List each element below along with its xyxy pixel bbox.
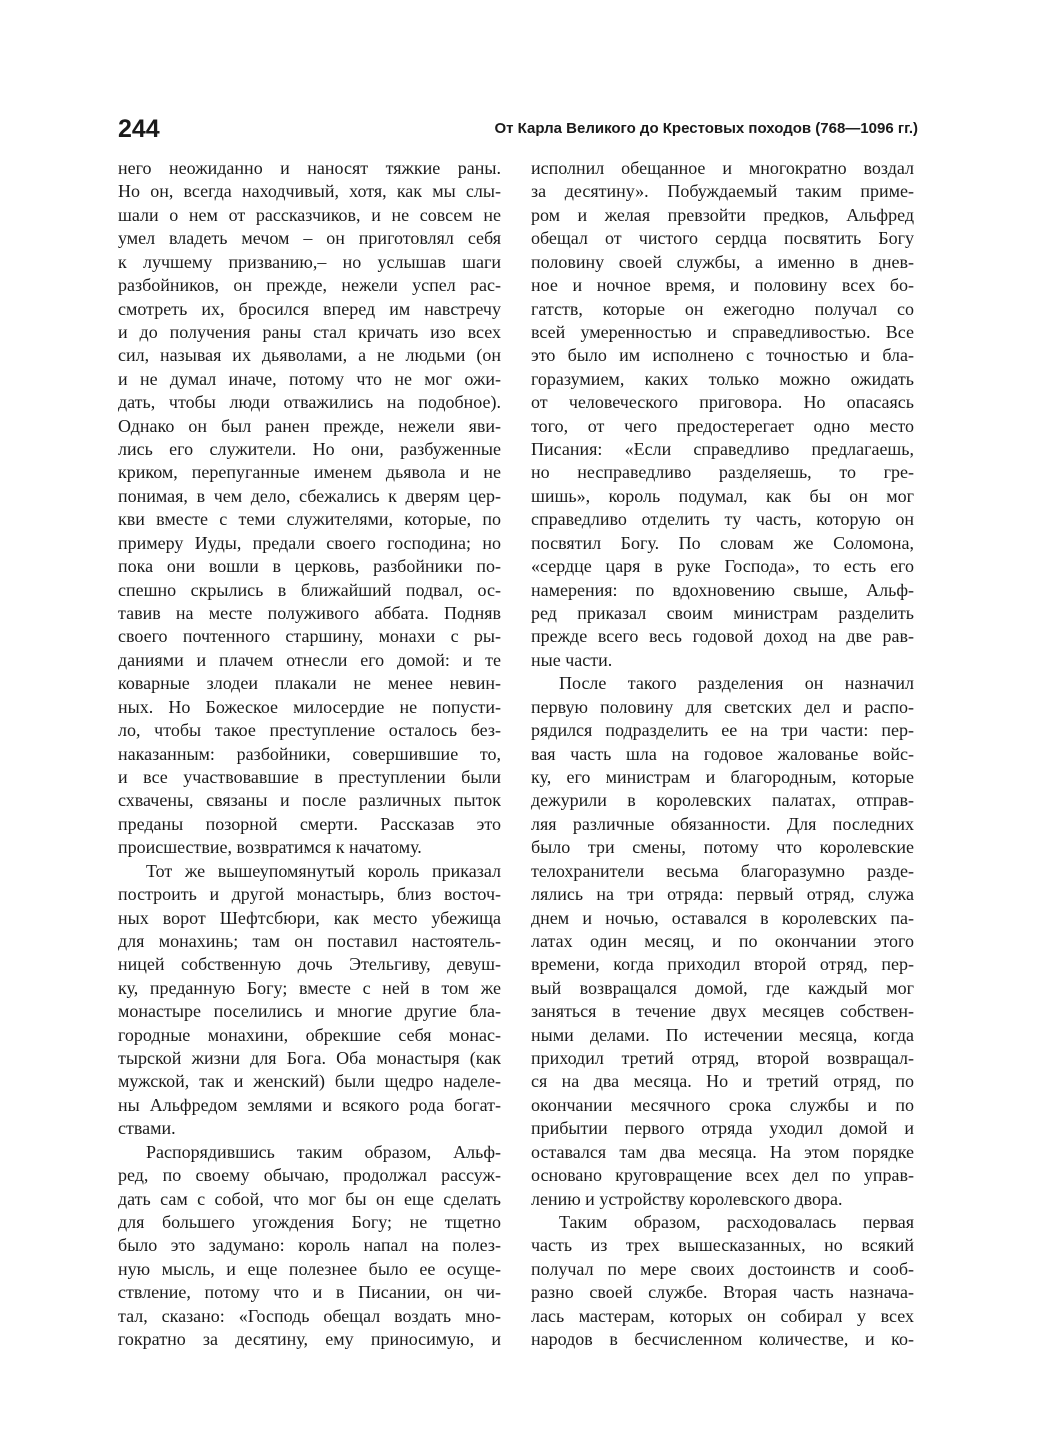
text-line: ны Альфредом землями и всякого рода богат-	[118, 1094, 501, 1115]
text-line: всей умеренностью и справедливостью. Все	[531, 321, 914, 342]
text-line: понимая, в чем дело, сбежались к дверям цер-	[118, 485, 501, 506]
text-line: днем и ночью, оставался в королевских па-	[531, 907, 914, 928]
text-line: шишь», король подумал, как бы он мог	[531, 485, 914, 506]
text-line: ся на два месяца. Но и третий отряд, по	[531, 1071, 914, 1092]
text-line: построить и другой монастырь, близ восточ-	[118, 884, 501, 905]
text-line: умел владеть мечом – он приготовлял себя	[118, 228, 501, 249]
text-line: обещал от чистого сердца посвятить Богу	[531, 228, 914, 249]
text-line: для большего угождения Богу; не тщетно	[118, 1211, 501, 1232]
text-line: мужской, так и женский) были щедро наделе-	[118, 1071, 501, 1092]
text-line: ствами.	[118, 1118, 176, 1139]
text-line: кви вместе с теми служителями, которые, по	[118, 509, 501, 530]
text-line: было это задумано: король напал на полез-	[118, 1235, 501, 1256]
text-line: ром и желая превзойти предков, Альфред	[531, 204, 914, 225]
text-line: окончании месячного срока службы и по	[531, 1094, 914, 1115]
text-line: лению и устройству королевского двора.	[531, 1188, 843, 1209]
text-line: Но он, всегда находчивый, хотя, как мы слы-	[118, 181, 501, 202]
text-line: монастыре поселились и многие другие бла-	[118, 1001, 501, 1022]
right-text-column	[531, 157, 914, 1352]
text-line: наказанным: разбойники, совершившие то,	[118, 743, 501, 764]
text-line: к лучшему призванию,– но услышав шаги	[118, 251, 501, 272]
text-line: шали о нем от рассказчиков, и не совсем не	[118, 204, 501, 225]
text-line: ку, преданную Богу; вместе с ней в том же	[118, 977, 501, 998]
running-title: От Карла Великого до Крестовых походов (768—1096 гг.)	[494, 120, 918, 137]
page-number: 244	[118, 115, 160, 143]
text-line: времени, когда приходил второй отряд, пер-	[531, 954, 914, 975]
text-line: ные части.	[531, 649, 613, 670]
text-line: ных. Но Божеское милосердие не попусти-	[118, 696, 501, 717]
text-line: тырской жизни для Бога. Оба монастыря (как	[118, 1048, 501, 1069]
text-line: смотреть их, бросился вперед им навстречу	[118, 298, 501, 319]
text-line: того, от чего предостерегает одно место	[531, 415, 914, 436]
text-line: криком, перепуганные именем дьявола и не	[118, 462, 501, 483]
text-line: лась мастерам, которых он собирал у всех	[531, 1305, 914, 1326]
text-line: ницей собственную дочь Этельгиву, девуш-	[118, 954, 501, 975]
text-line: преданы позорной смерти. Рассказав это	[118, 813, 501, 834]
text-line: ред приказал своим министрам разделить	[531, 603, 914, 624]
text-line: латах один месяц, и по окончании этого	[531, 930, 914, 951]
text-line: дежурили в королевских палатах, отправ-	[531, 790, 914, 811]
text-line: спешно скрылись в ближайший подвал, ос-	[118, 579, 501, 600]
text-line: тал, сказано: «Господь обещал воздать мно-	[118, 1305, 501, 1326]
text-line: прибытии первого отряда уходил домой и	[531, 1118, 914, 1139]
text-line: половину своей службы, а именно в днев-	[531, 251, 914, 272]
text-line: дать сам с собой, что мог бы он еще сделать	[118, 1188, 501, 1209]
text-line: своего почтенного старшину, монахи с ры-	[118, 626, 501, 647]
text-line: вая часть шла на годовое жалованье войс-	[531, 743, 914, 764]
text-line: телохранители весьма благоразумно разде-	[531, 860, 914, 881]
text-line: схвачены, связаны и после различных пыток	[118, 790, 501, 811]
text-line: гократно за десятину, ему приносимую, и	[118, 1329, 501, 1350]
text-line: коварные злодеи плакали не менее невин-	[118, 673, 501, 694]
text-line: Тот же вышеупомянутый король приказал	[146, 860, 501, 881]
text-line: прежде всего весь годовой доход на две рав-	[531, 626, 914, 647]
text-line: справедливо отделить ту часть, которую он	[531, 509, 914, 530]
text-line: «сердце царя в руке Господа», то есть его	[531, 556, 914, 577]
text-line: тавив на месте полуживого аббата. Подняв	[118, 603, 501, 624]
text-line: ными делами. По истечении месяца, когда	[531, 1024, 914, 1045]
text-line: ку, его министрам и благородным, которые	[531, 766, 914, 787]
text-line: часть из трех вышесказанных, но всякий	[531, 1235, 914, 1256]
text-line: заняться в течение двух месяцев собствен-	[531, 1001, 914, 1022]
text-line: разно своей службе. Вторая часть назнача-	[531, 1282, 914, 1303]
text-line: пока они вошли в церковь, разбойники по-	[118, 556, 501, 577]
text-line: ных ворот Шефтсбюри, как место убежища	[118, 907, 501, 928]
text-line: сил, называя их дьяволами, а не людьми (он	[118, 345, 501, 366]
text-line: Распорядившись таким образом, Альф-	[146, 1141, 501, 1162]
text-line: от человеческого приговора. Но опасаясь	[531, 392, 914, 413]
text-line: ред, по своему обычаю, продолжал рассуж-	[118, 1165, 501, 1186]
text-line: это было им исполнено с точностью и бла-	[531, 345, 914, 366]
text-line: разбойников, он прежде, нежели успел рас-	[118, 275, 501, 296]
text-line: приходил третий отряд, второй возвращал-	[531, 1048, 914, 1069]
text-line: для монахинь; там он поставил настоятель-	[118, 930, 501, 951]
text-line: за десятину». Побуждаемый таким приме-	[531, 181, 914, 202]
text-line: даниями и плачем отнесли его домой: и те	[118, 649, 501, 670]
text-line: После такого разделения он назначил	[559, 673, 914, 694]
text-line: ную мысль, и еще полезнее было ее осуще-	[118, 1258, 501, 1279]
text-line: основано круговращение всех дел по управ-	[531, 1165, 914, 1186]
text-line: городные монахини, обрекшие себя монас-	[118, 1024, 501, 1045]
text-line: происшествие, возвратимся к начатому.	[118, 837, 422, 858]
text-line: и все участвовавшие в преступлении были	[118, 766, 501, 787]
text-line: посвятил Богу. По словам же Соломона,	[531, 532, 914, 553]
text-line: него неожиданно и наносят тяжкие раны.	[118, 158, 501, 178]
text-line: вый возвращался домой, где каждый мог	[531, 977, 914, 998]
page-header	[118, 114, 918, 144]
text-line: и не думал иначе, потому что не мог ожи-	[118, 368, 501, 389]
text-line: но несправедливо разделяешь, то гре-	[531, 462, 914, 483]
text-line: лись его служители. Но они, разбуженные	[118, 439, 501, 460]
text-line: Писания: «Если справедливо предлагаешь,	[531, 439, 914, 460]
text-line: первую половину для светских дел и распо-	[531, 696, 914, 717]
text-line: ляя различные обязанности. Для последних	[531, 813, 914, 834]
text-line: оставался там два месяца. На этом порядке	[531, 1141, 914, 1162]
text-line: лялись на три отряда: первый отряд, служа	[531, 884, 914, 905]
left-text-column	[118, 157, 501, 1352]
text-line: ло, чтобы такое преступление осталось без-	[118, 720, 501, 741]
text-line: исполнил обещанное и многократно воздал	[531, 158, 914, 178]
text-line: получал по мере своих достоинств и сооб-	[531, 1258, 914, 1279]
text-line: Таким образом, расходовалась первая	[559, 1211, 914, 1232]
text-line: гатств, которые он ежегодно получал со	[531, 298, 914, 319]
text-line: горазумием, каких только можно ожидать	[531, 368, 914, 389]
text-line: ствление, потому что и в Писании, он чи-	[118, 1282, 501, 1303]
text-line: рядился подразделить ее на три части: пер-	[531, 720, 914, 741]
text-line: было три смены, потому что королевские	[531, 837, 914, 858]
text-line: примеру Иуды, предали своего господина; но	[118, 532, 501, 553]
text-line: ное и ночное время, и половину всех бо-	[531, 275, 914, 296]
text-line: намерения: по вдохновению свыше, Альф-	[531, 579, 914, 600]
text-line: дать, чтобы люди отважились на подобное).	[118, 392, 501, 413]
text-line: народов в бесчисленном количестве, и ко-	[531, 1329, 914, 1350]
text-line: Однако он был ранен прежде, нежели яви-	[118, 415, 501, 436]
text-line: и до получения раны стал кричать изо всех	[118, 321, 501, 342]
